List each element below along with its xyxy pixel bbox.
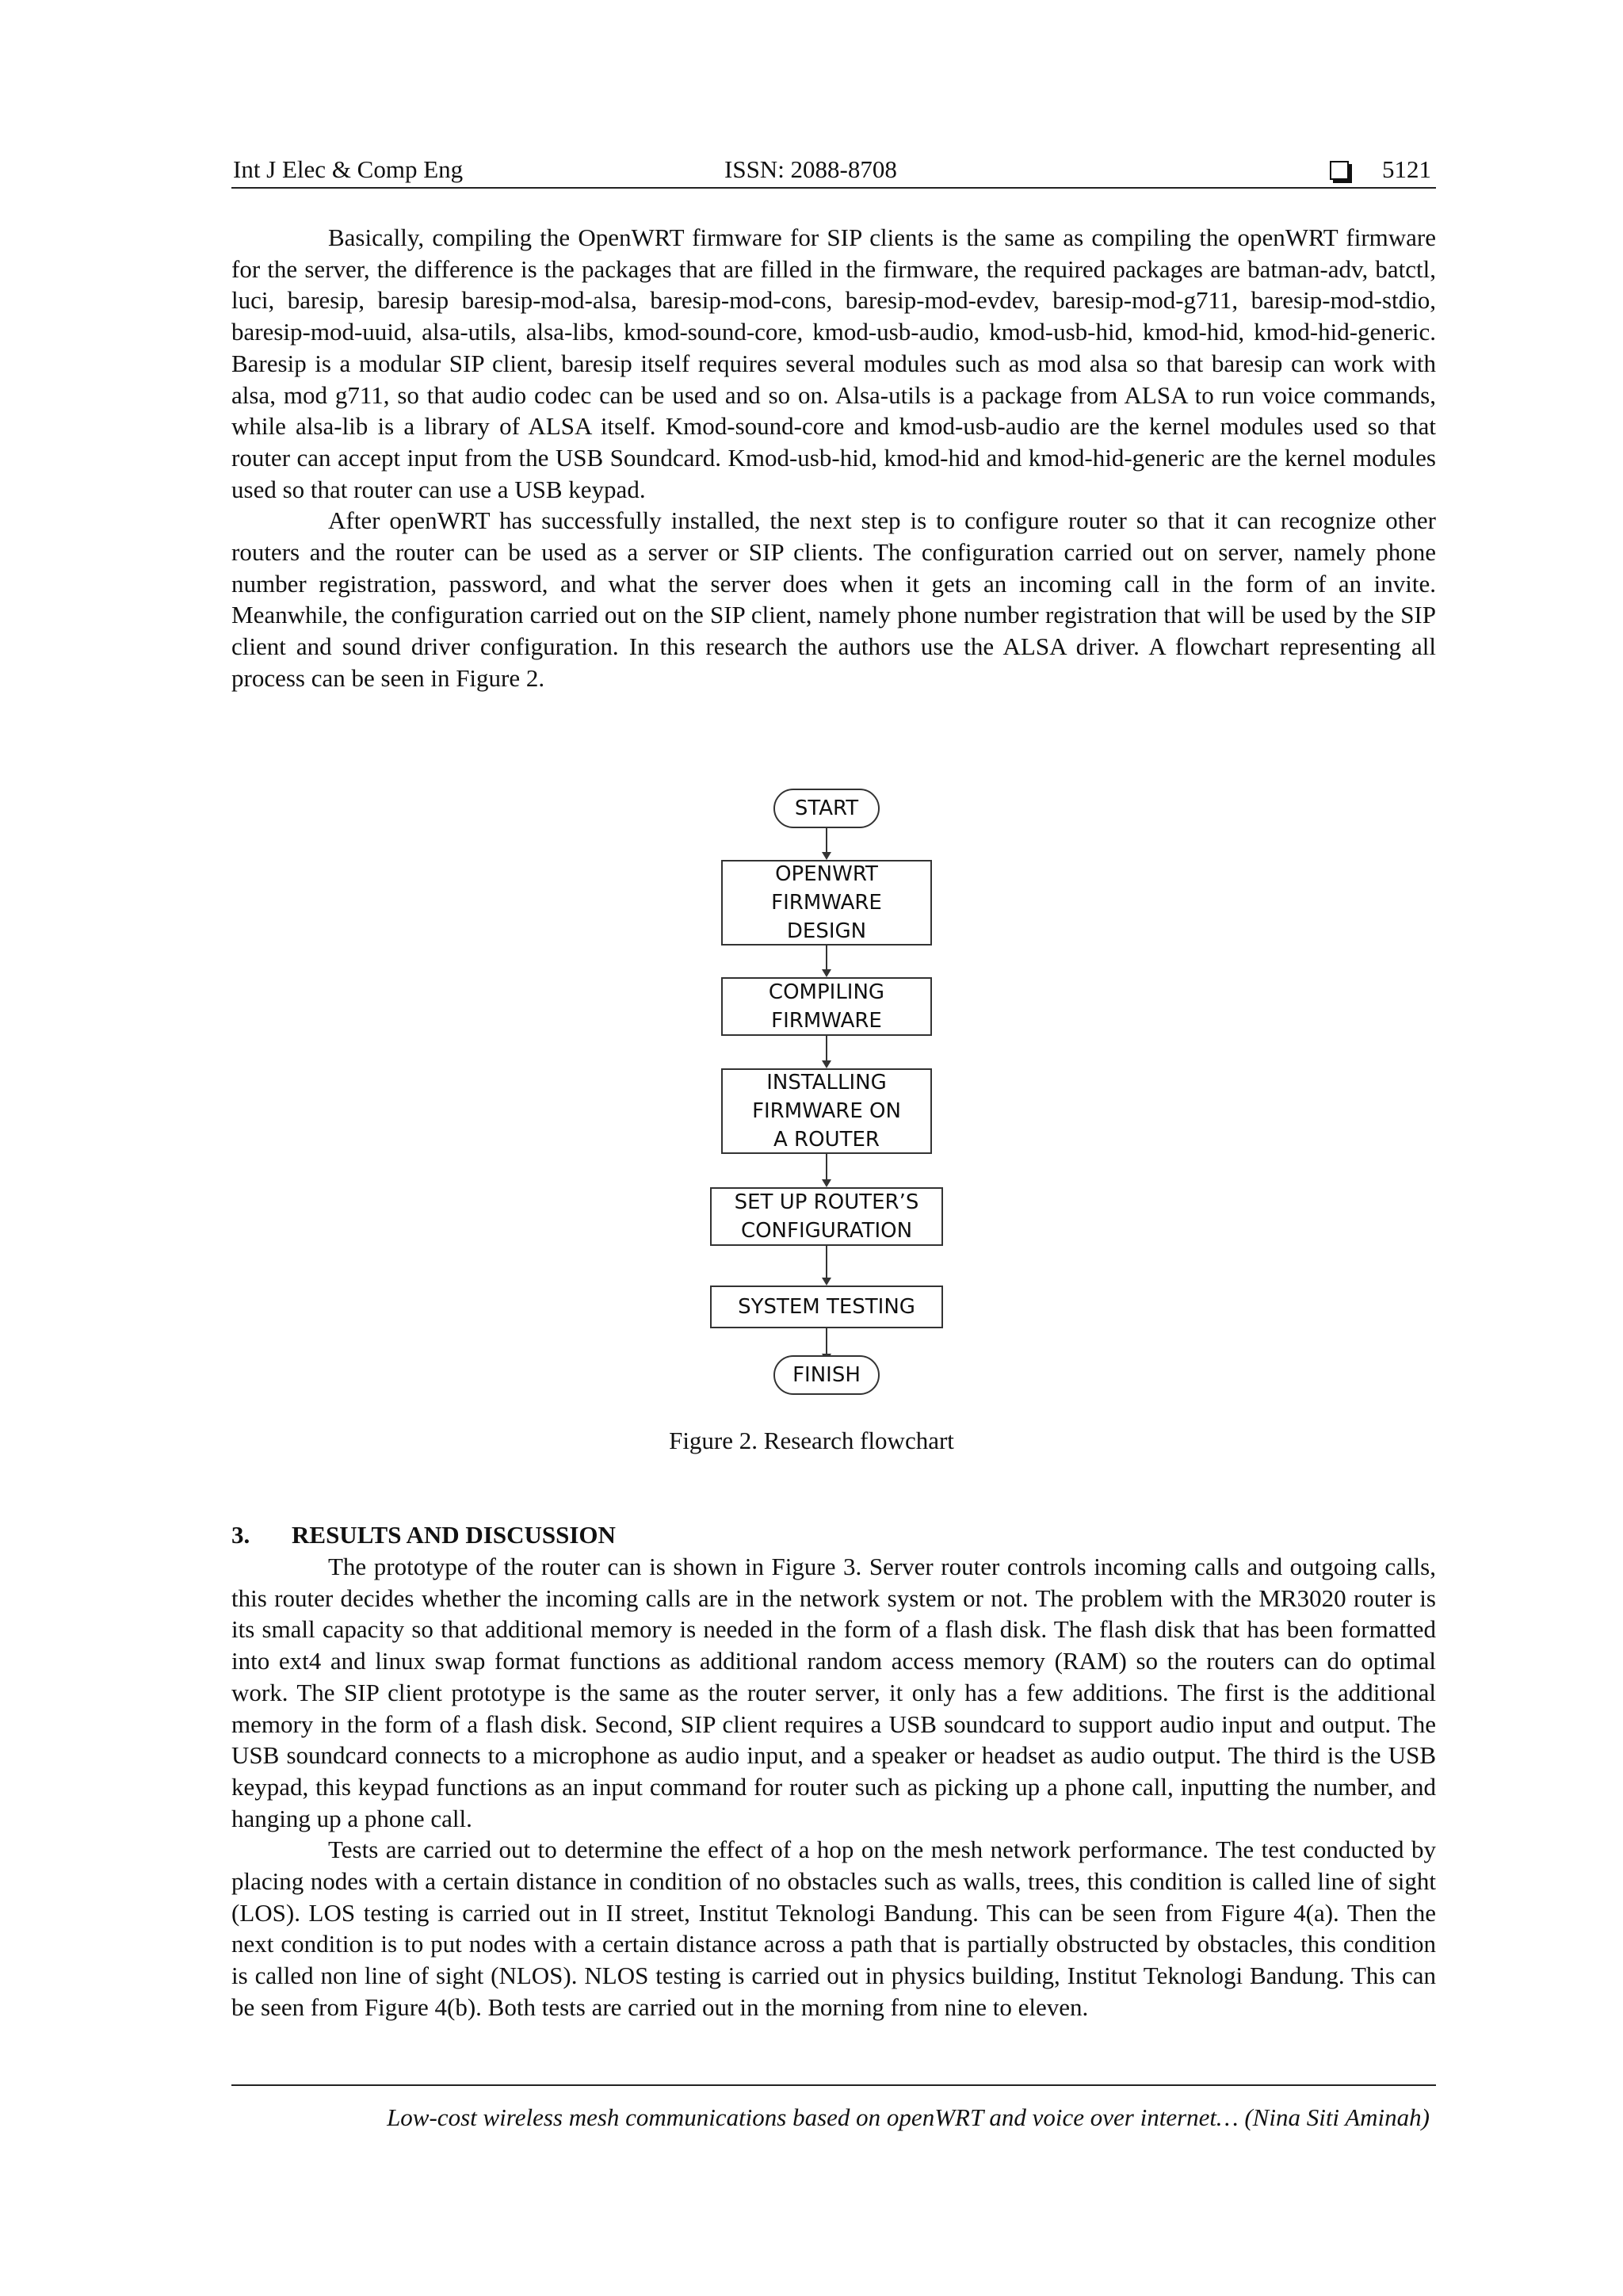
paragraph: Basically, compiling the OpenWRT firmware for SIP clients is the same as compiling the openWRT firmware for the server, the difference is the packages that are filled in the firmware, the required packages are batman-adv, batctl, luci, baresip, baresip baresip-mod-alsa, baresip-mod-cons, baresip-mod-evdev, baresip-mod-g711, baresip-mod-stdio, baresip-mod-uuid, alsa-utils, alsa-libs, kmod-sound-core, kmod-usb-audio, kmod-usb-hid, kmod-hid, kmod-hid-generic. Baresip is a modular SIP client, baresip itself requires several modules such as mod alsa so that baresip can work with alsa, mod g711, so that audio codec can be used and so on. Alsa-utils is a package from ALSA to run voice commands, while alsa-lib is a library of ALSA itself. Kmod-sound-core and kmod-usb-audio are the kernel modules used so that router can accept input from the USB Soundcard. Kmod-usb-hid, kmod-hid and kmod-hid-generic are the kernel modules used so that router can use a USB keypad.	[231, 223, 1436, 503]
flowchart-step-compiling	[721, 977, 932, 1036]
issn-label: ISSN: 2088-8708	[724, 155, 897, 183]
step-label-line: A ROUTER	[773, 1128, 880, 1152]
step-label-line: FIRMWARE	[771, 891, 882, 915]
page-number: 5121	[1382, 155, 1431, 183]
flowchart-connector	[826, 1036, 827, 1060]
step-label-line: FIRMWARE ON	[752, 1099, 901, 1123]
step-label-line: COMPILING	[768, 980, 885, 1004]
step-label-line: DESIGN	[786, 919, 867, 943]
journal-name: Int J Elec & Comp Eng	[233, 155, 464, 183]
flowchart-step-configuration	[710, 1187, 943, 1246]
results-text	[231, 1551, 1436, 2023]
flowchart-step-system-testing	[710, 1286, 943, 1328]
flowchart-start-label: START	[794, 797, 859, 820]
flowchart-connector	[826, 1154, 827, 1179]
step-label-line: SYSTEM TESTING	[738, 1295, 915, 1319]
step-label-line: INSTALLING	[766, 1071, 887, 1095]
arrow-head-icon	[822, 969, 831, 977]
flowchart-connector	[826, 1328, 827, 1354]
arrow-head-icon	[822, 1060, 831, 1068]
section-heading	[231, 1521, 616, 1549]
flowchart-finish	[773, 1355, 880, 1395]
running-title: Low-cost wireless mesh communications based on openWRT and voice over internet… (Nina Siti Aminah)	[387, 2103, 1430, 2131]
step-label-line: CONFIGURATION	[740, 1219, 913, 1243]
arrow-head-icon	[822, 1278, 831, 1286]
step-label-line: OPENWRT	[775, 862, 878, 886]
paragraph: After openWRT has successfully installed, the next step is to configure router so that it can recognize other routers and the router can be used as a server or SIP clients. The configuration carried out on server, namely phone number registration, password, and what the server does when it gets an incoming call in the form of an invite. Meanwhile, the configuration carried out on the SIP client, namely phone number registration that will be used by the SIP client and sound driver configuration. In this research the authors use the ALSA driver. A flowchart representing all process can be seen in Figure 2.	[231, 506, 1436, 692]
arrow-head-icon	[822, 1179, 831, 1187]
flowchart-step-installing	[721, 1068, 932, 1154]
flowchart-step-firmware-design	[721, 860, 932, 946]
step-label-line: SET UP ROUTER’S	[734, 1190, 919, 1214]
flowchart-connector	[826, 828, 827, 852]
section-title: RESULTS AND DISCUSSION	[292, 1521, 616, 1549]
page-footer	[231, 2084, 1436, 2134]
flowchart-start	[773, 789, 880, 828]
flowchart-finish-label: FINISH	[792, 1363, 861, 1387]
step-label-line: FIRMWARE	[771, 1009, 882, 1033]
figure-caption: Figure 2. Research flowchart	[669, 1427, 954, 1454]
paragraph: The prototype of the router can is shown in Figure 3. Server router controls incoming calls and outgoing calls, this router decides whether the incoming calls are in the network system or not. The problem with the MR3020 router is its small capacity so that additional memory is needed in the form of a flash disk. The flash disk that has been formatted into ext4 and linux swap format functions as additional random access memory (RAM) so the routers can do optimal work. The SIP client prototype is the same as the router server, it only has a few additions. The first is the additional memory in the form of a flash disk. Second, SIP client requires a USB soundcard to support audio input and output. The USB soundcard connects to a microphone as audio input, and a speaker or headset as audio output. The third is the USB keypad, this keypad functions as an input command for router such as picking up a phone call, inputting the number, and hanging up a phone call.	[231, 1553, 1436, 1832]
flowchart-connector	[826, 1246, 827, 1278]
section-number: 3.	[231, 1521, 250, 1549]
flowchart-connector	[826, 946, 827, 969]
arrow-head-icon	[822, 852, 831, 860]
paragraph: Tests are carried out to determine the effect of a hop on the mesh network performance. The test conducted by placing nodes with a certain distance in condition of no obstacles such as walls, trees, this condition is called line of sight (LOS). LOS testing is carried out in II street, Institut Teknologi Bandung. This can be seen from Figure 4(a). Then the next condition is to put nodes with a certain distance across a path that is partially obstructed by obstacles, this condition is called non line of sight (NLOS). NLOS testing is carried out in physics building, Institut Teknologi Bandung. This can be seen from Figure 4(b). Both tests are carried out in the morning from nine to eleven.	[231, 1836, 1436, 2021]
